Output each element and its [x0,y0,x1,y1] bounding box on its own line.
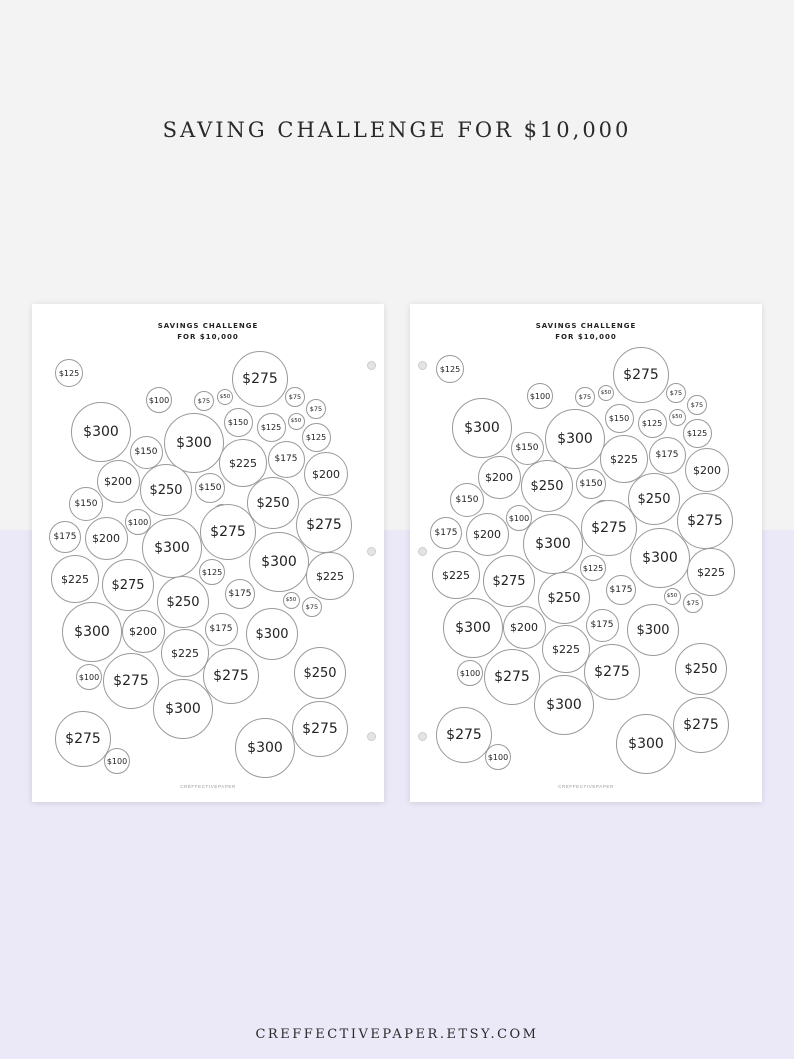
punch-hole-top [418,361,427,370]
sheet-subtitle: FOR $10,000 [177,333,239,341]
savings-bubble: $300 [62,602,122,662]
savings-bubble: $150 [69,487,103,521]
sheet-title: SAVINGS CHALLENGE [157,322,259,330]
savings-bubble: $275 [200,504,256,560]
shop-url: CREFFECTIVEPAPER.ETSY.COM [255,1027,539,1042]
savings-bubble: $175 [586,609,619,642]
savings-bubble: $50 [598,385,614,401]
savings-bubble: $50 [664,588,681,605]
savings-bubble: $250 [247,477,299,529]
printable-sheet-left [32,304,384,802]
sheet-title: SAVINGS CHALLENGE [535,322,637,330]
savings-bubble: $200 [503,606,546,649]
savings-bubble: $175 [268,441,305,478]
savings-bubble: $150 [450,483,484,517]
savings-bubble: $225 [432,551,480,599]
savings-bubble: $225 [687,548,735,596]
savings-bubble: $300 [235,718,295,778]
savings-bubble: $200 [478,456,521,499]
savings-bubble: $50 [283,592,300,609]
savings-bubble: $275 [484,649,540,705]
savings-bubble: $225 [51,555,99,603]
sheet-brand: CREFFECTIVEPAPER [180,784,236,789]
savings-bubble: $275 [677,493,733,549]
savings-bubble: $250 [538,572,590,624]
savings-bubble: $200 [97,460,140,503]
savings-bubble: $300 [153,679,213,739]
savings-bubble: $75 [666,383,686,403]
savings-bubble: $275 [103,653,159,709]
savings-bubble: $300 [142,518,202,578]
punch-hole-middle [367,547,376,556]
savings-bubble: $300 [534,675,594,735]
savings-bubble: $225 [542,625,590,673]
savings-bubble: $100 [506,505,532,531]
savings-bubble: $175 [49,521,81,553]
savings-bubble: $300 [452,398,512,458]
savings-bubble: $75 [194,391,214,411]
sheet-subtitle: FOR $10,000 [555,333,617,341]
savings-bubble: $275 [232,351,288,407]
savings-bubble: $200 [304,452,348,496]
savings-bubble: $75 [575,387,595,407]
savings-bubble: $300 [71,402,131,462]
savings-bubble: $275 [102,559,154,611]
savings-bubble: $275 [55,711,111,767]
savings-bubble: $250 [294,647,346,699]
savings-bubble: $125 [436,355,464,383]
savings-bubble: $100 [485,744,511,770]
savings-bubble: $225 [600,435,648,483]
savings-bubble: $275 [581,500,637,556]
savings-bubble: $175 [649,437,686,474]
savings-bubble: $300 [164,413,224,473]
sheet-brand: CREFFECTIVEPAPER [558,784,614,789]
savings-bubble: $275 [203,648,259,704]
savings-bubble: $150 [511,432,544,465]
savings-bubble: $250 [140,464,192,516]
savings-bubble: $125 [683,419,712,448]
savings-bubble: $275 [296,497,352,553]
savings-bubble: $250 [521,460,573,512]
savings-bubble: $100 [104,748,130,774]
savings-bubble: $125 [55,359,83,387]
savings-bubble: $100 [457,660,483,686]
savings-bubble: $175 [225,579,255,609]
savings-bubble: $100 [76,664,102,690]
savings-bubble: $50 [217,389,233,405]
savings-bubble: $125 [302,423,331,452]
savings-bubble: $225 [306,552,354,600]
savings-bubble: $125 [257,413,286,442]
savings-bubble: $50 [669,409,686,426]
savings-bubble: $125 [199,559,225,585]
savings-bubble: $50 [288,413,305,430]
printable-sheet-right [410,304,762,802]
punch-hole-top [367,361,376,370]
savings-bubble: $300 [249,532,309,592]
savings-bubble: $300 [246,608,298,660]
savings-bubble: $300 [443,598,503,658]
savings-bubble: $150 [605,404,634,433]
savings-bubble: $175 [205,613,238,646]
savings-bubble: $275 [292,701,348,757]
savings-bubble: $75 [683,593,703,613]
savings-bubble: $75 [306,399,326,419]
savings-bubble: $250 [157,576,209,628]
savings-bubble: $300 [630,528,690,588]
savings-bubble: $225 [161,629,209,677]
savings-bubble: $200 [122,610,165,653]
savings-bubble: $150 [224,408,253,437]
savings-bubble: $250 [628,473,680,525]
savings-bubble: $250 [675,643,727,695]
savings-bubble: $275 [483,555,535,607]
punch-hole-bottom [418,732,427,741]
savings-bubble: $200 [466,513,509,556]
page-title: SAVING CHALLENGE FOR $10,000 [162,118,632,142]
savings-bubble: $75 [302,597,322,617]
savings-bubble: $275 [613,347,669,403]
savings-bubble: $75 [687,395,707,415]
savings-bubble: $175 [430,517,462,549]
savings-bubble: $300 [545,409,605,469]
savings-bubble: $100 [527,383,553,409]
savings-bubble: $300 [523,514,583,574]
savings-bubble: $175 [606,575,636,605]
savings-bubble: $125 [580,555,606,581]
savings-bubble: $300 [616,714,676,774]
savings-bubble: $275 [436,707,492,763]
savings-bubble: $100 [125,509,151,535]
savings-bubble: $275 [673,697,729,753]
savings-bubble: $100 [146,387,172,413]
savings-bubble: $300 [627,604,679,656]
savings-bubble: $150 [195,473,225,503]
savings-bubble: $275 [584,644,640,700]
savings-bubble: $150 [576,469,606,499]
punch-hole-middle [418,547,427,556]
savings-bubble: $200 [85,517,128,560]
savings-bubble: $125 [638,409,667,438]
savings-bubble: $75 [285,387,305,407]
savings-bubble: $200 [685,448,729,492]
punch-hole-bottom [367,732,376,741]
savings-bubble: $150 [130,436,163,469]
savings-bubble: $225 [219,439,267,487]
